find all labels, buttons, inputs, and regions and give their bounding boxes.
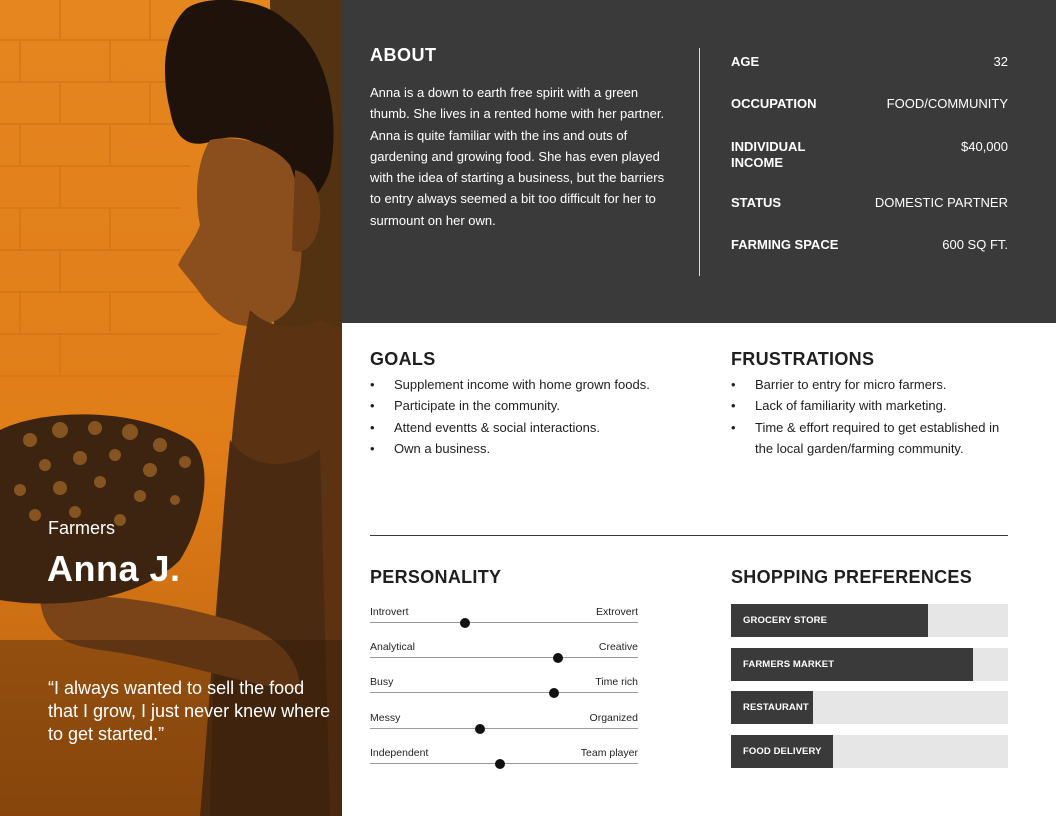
persona-quote: “I always wanted to sell the food that I grow, I just never knew where to get started.” — [48, 678, 331, 744]
fact-value: DOMESTIC PARTNER — [874, 195, 1008, 210]
about-title: ABOUT — [370, 45, 437, 65]
slider-knob — [549, 688, 559, 698]
slider-left-label: Independent — [370, 747, 429, 759]
list-item: • Time & effort required to get established in the local garden/farming community. — [731, 417, 1016, 460]
slider-knob — [475, 724, 485, 734]
personality-slider — [370, 712, 638, 742]
personality-slider — [370, 676, 638, 706]
about-text: Anna is a down to earth free spirit with a green thumb. She lives in a rented home with her partner. Anna is quite familiar with the ins and outs of gardening and growing food. She has even played with the idea of starting a business, but the barriers to entry always seemed a bit too difficult for her to surmount on her own. — [370, 85, 665, 228]
about-divider — [699, 48, 700, 276]
slider-left-label: Introvert — [370, 606, 409, 618]
preference-bar-label: FARMERS MARKET — [743, 659, 835, 670]
section-divider — [370, 535, 1008, 536]
slider-left-label: Busy — [370, 676, 394, 688]
about-panel — [342, 0, 1056, 323]
fact-age — [731, 54, 1008, 96]
shopping-title: SHOPPING PREFERENCES — [731, 567, 973, 587]
slider-right-label: Team player — [580, 747, 638, 759]
preference-bar — [731, 604, 1008, 637]
preference-bar-label: FOOD DELIVERY — [743, 746, 822, 757]
preference-bar — [731, 648, 1008, 681]
persona-facts — [731, 54, 1008, 267]
fact-occupation — [731, 96, 1008, 139]
personality-title: PERSONALITY — [370, 567, 502, 587]
list-item: • Own a business. — [370, 438, 690, 459]
slider-track — [370, 692, 638, 693]
fact-label: INDIVIDUAL INCOME — [731, 139, 806, 170]
preference-bar-label: GROCERY STORE — [743, 615, 828, 626]
personality-slider — [370, 641, 638, 671]
slider-left-label: Analytical — [370, 641, 415, 653]
fact-status — [731, 195, 1008, 237]
slider-left-label: Messy — [370, 712, 401, 724]
list-item: • Attend eventts & social interactions. — [370, 417, 690, 438]
persona-role: Farmers — [48, 518, 115, 538]
fact-value: 600 SQ FT. — [942, 237, 1008, 252]
slider-knob — [553, 653, 563, 663]
slider-track — [370, 622, 638, 623]
fact-value: $40,000 — [961, 139, 1008, 154]
fact-income — [731, 139, 1008, 195]
slider-right-label: Creative — [598, 641, 638, 653]
fact-label: OCCUPATION — [731, 96, 817, 111]
personality-slider — [370, 606, 638, 636]
persona-photo-panel — [0, 0, 342, 816]
frustrations-title: FRUSTRATIONS — [731, 349, 875, 369]
goals-title: GOALS — [370, 349, 436, 369]
slider-knob — [495, 759, 505, 769]
list-item: • Lack of familiarity with marketing. — [731, 395, 1016, 416]
fact-value: 32 — [993, 54, 1008, 69]
slider-track — [370, 728, 638, 729]
goals-list — [370, 374, 690, 459]
preference-bar — [731, 735, 1008, 768]
personality-slider — [370, 747, 638, 777]
fact-farming-space — [731, 237, 1008, 267]
preference-bar — [731, 691, 1008, 724]
frustrations-list — [731, 374, 1016, 459]
slider-right-label: Extrovert — [595, 606, 638, 618]
slider-track — [370, 657, 638, 658]
persona-name: Anna J. — [47, 548, 181, 589]
fact-label: STATUS — [731, 195, 782, 210]
fact-value: FOOD/COMMUNITY — [886, 96, 1008, 111]
fact-label: AGE — [731, 54, 760, 69]
list-item: • Participate in the community. — [370, 395, 690, 416]
preference-bar-label: RESTAURANT — [743, 702, 809, 713]
slider-right-label: Organized — [589, 712, 638, 724]
fact-label: FARMING SPACE — [731, 237, 839, 252]
list-item: • Barrier to entry for micro farmers. — [731, 374, 1016, 395]
slider-right-label: Time rich — [595, 676, 638, 688]
list-item: • Supplement income with home grown foods. — [370, 374, 690, 395]
slider-knob — [460, 618, 470, 628]
